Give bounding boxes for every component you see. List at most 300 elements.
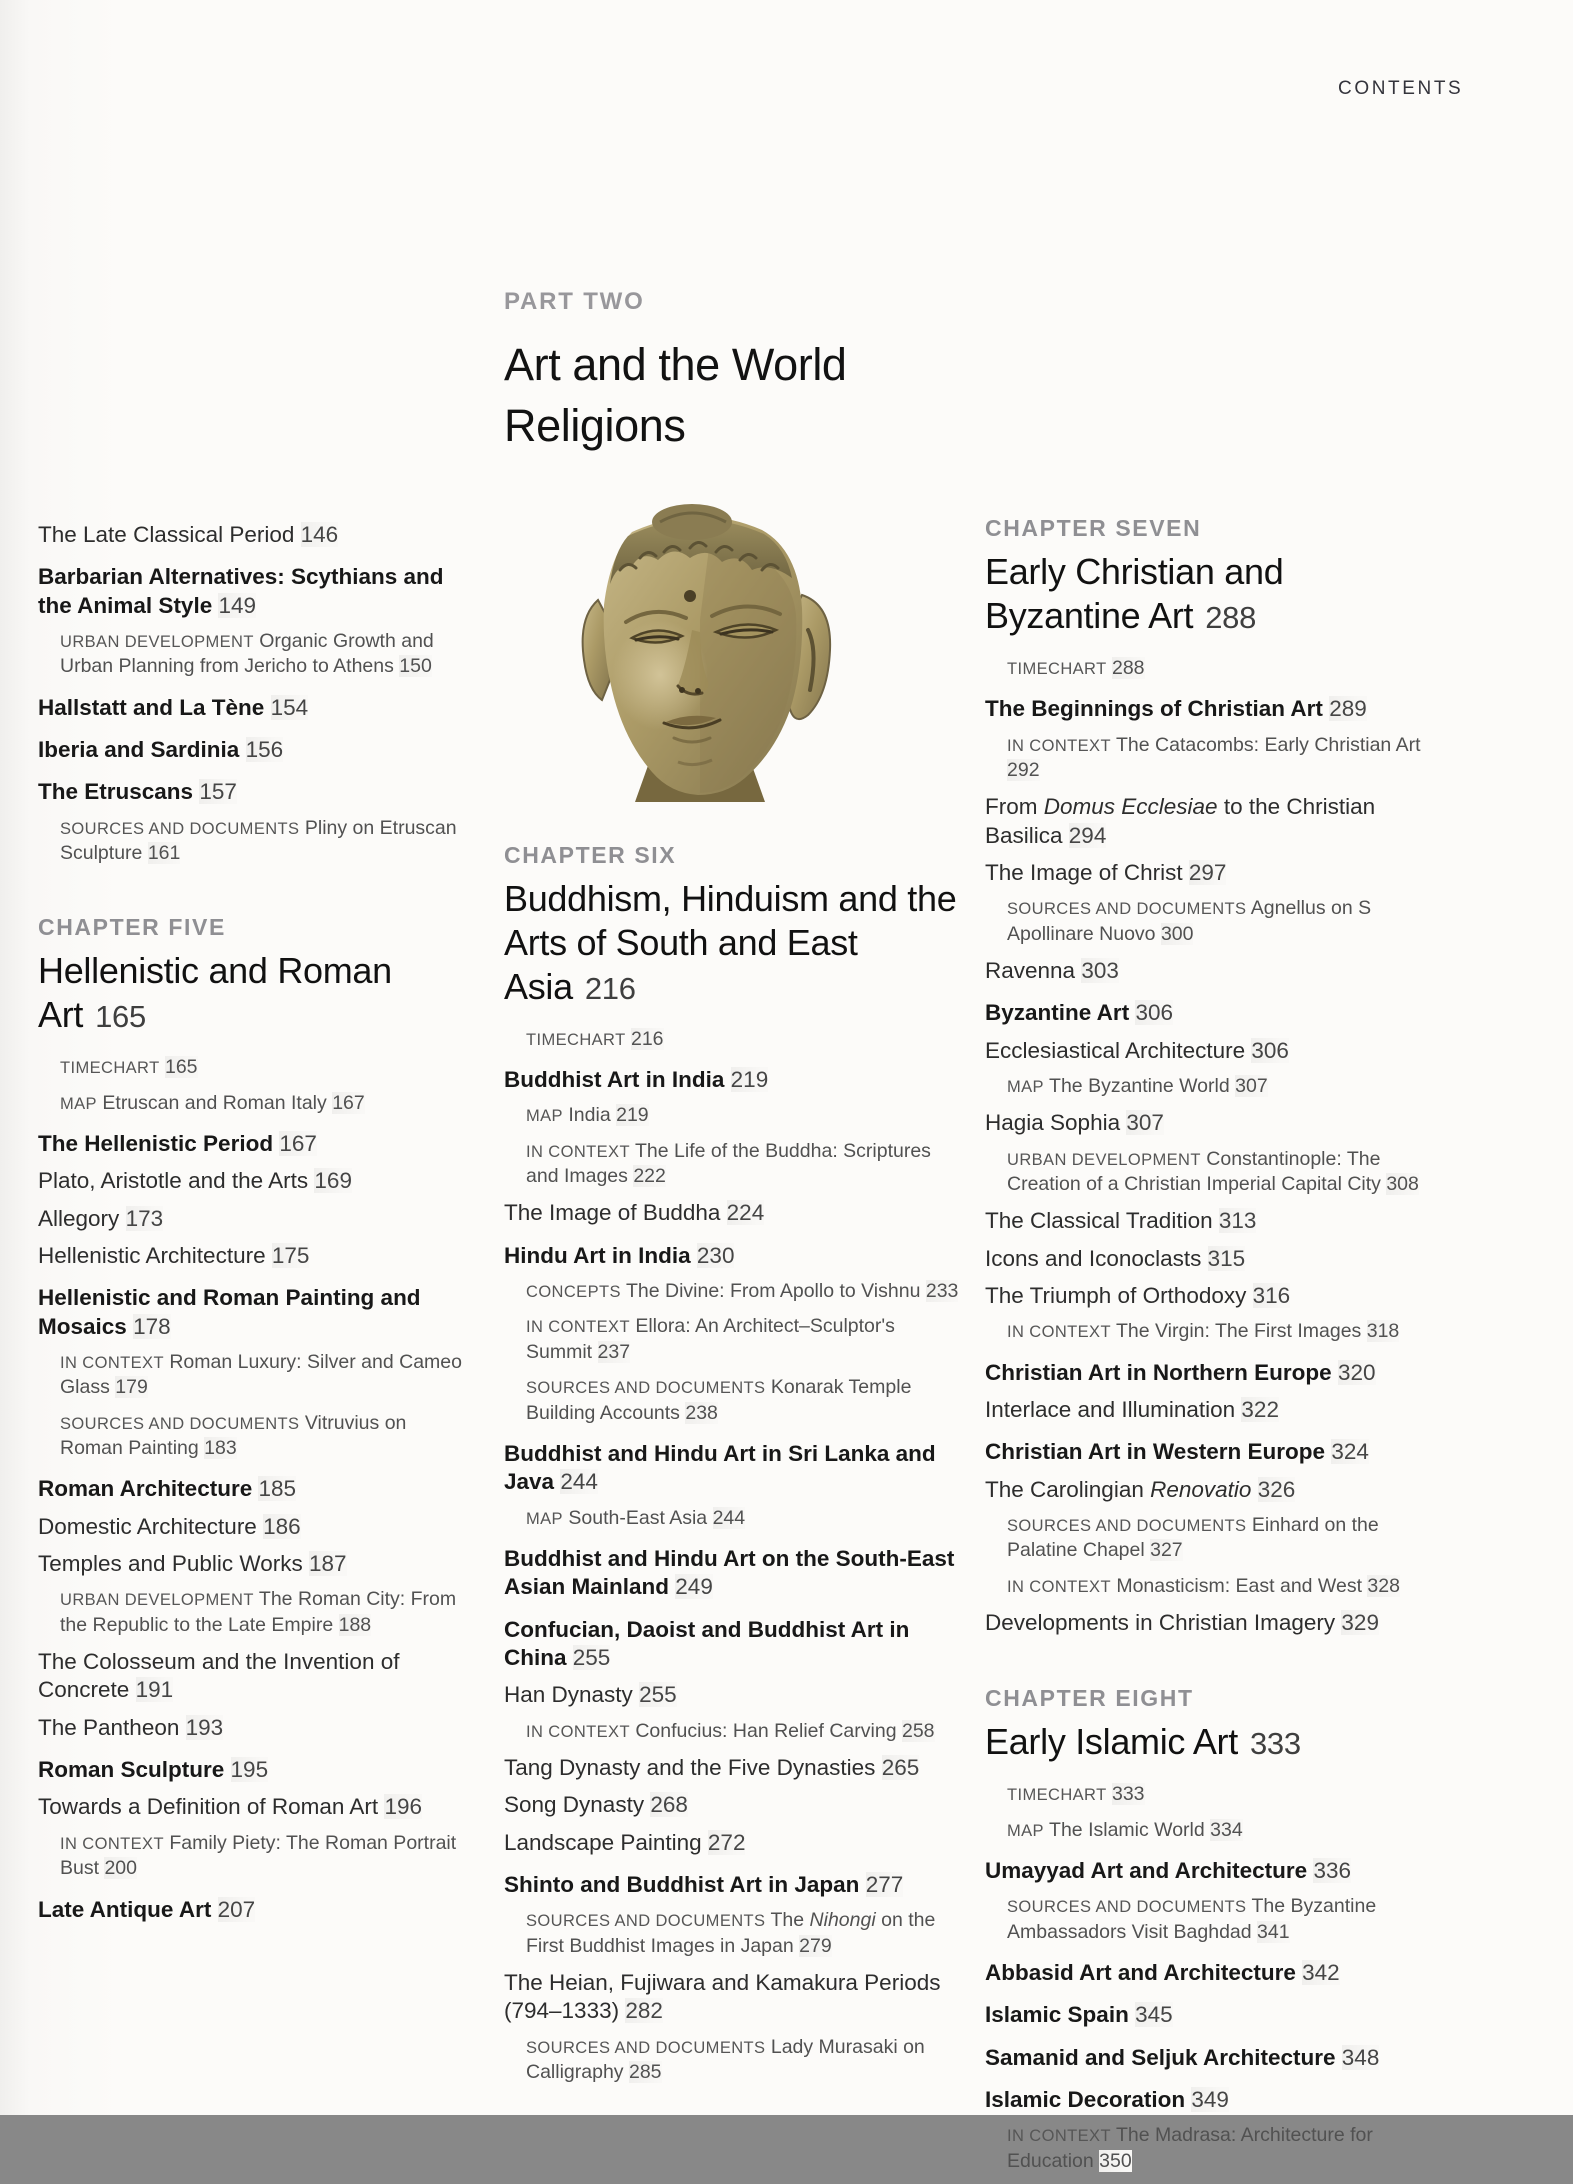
chapter-title-text: Hellenistic and Roman Art (38, 950, 392, 1036)
entry-text: Einhard on the Palatine Chapel (1007, 1514, 1379, 1562)
entry-text: The Byzantine Ambassadors Visit Baghdad (1007, 1895, 1377, 1943)
entry-text: Constantinople: The Creation of a Christian Imperial Capital City (1007, 1147, 1381, 1195)
page-number: 175 (271, 1242, 310, 1268)
toc-entry (985, 793, 1445, 850)
toc-entry (38, 1167, 474, 1195)
entry-text: Roman Luxury: Silver and Cameo Glass (60, 1351, 462, 1399)
toc-subentry (985, 896, 1445, 947)
page-number: 165 (164, 1056, 198, 1079)
page-number: 188 (338, 1613, 372, 1636)
entry-text: Hellenistic and Roman Painting and Mosaics (38, 1285, 421, 1339)
chapter-title (985, 550, 1445, 638)
page-number: 300 (1160, 922, 1194, 945)
toc-entry (504, 1066, 960, 1094)
page-number: 333 (1249, 1726, 1301, 1762)
entry-text: Confucian, Daoist and Buddhist Art in China (504, 1616, 910, 1670)
page-number: 219 (730, 1067, 769, 1093)
entry-text: Christian Art in Western Europe (985, 1439, 1326, 1465)
page-number: 187 (308, 1551, 347, 1577)
page-number: 349 (1191, 2087, 1229, 2113)
toc-subentry (38, 1055, 474, 1080)
toc-entry (38, 1896, 474, 1924)
toc-entry (38, 521, 474, 549)
toc-subentry (38, 1831, 474, 1882)
page-number: 285 (628, 2061, 662, 2084)
subentry-category-label: TIMECHART (526, 1030, 626, 1049)
entry-text: The Madrasa: Architecture for Education (1007, 2124, 1373, 2172)
entry-text: Roman Architecture (38, 1476, 253, 1502)
subentry-category-label: SOURCES AND DOCUMENTS (1007, 1517, 1247, 1536)
page-number: 328 (1367, 1574, 1400, 1597)
toc-entry (38, 563, 474, 620)
entry-text: Buddhist and Hindu Art on the South-East Asian Mainland (504, 1545, 955, 1600)
page-number: 277 (865, 1871, 904, 1897)
entry-text: Islamic Decoration (985, 2087, 1186, 2113)
page-number: 324 (1331, 1439, 1369, 1465)
page-number: 268 (650, 1792, 688, 1818)
toc-column-middle (504, 842, 960, 2095)
entry-text: The Heian, Fujiwara and Kamakura Periods (794–1333) (504, 1970, 941, 2024)
toc-entry (985, 1359, 1445, 1387)
toc-subentry (38, 1587, 474, 1638)
entry-text: Christian Art in Northern Europe (985, 1359, 1332, 1385)
toc-entry (985, 1609, 1445, 1637)
entry-text: The Image of Buddha (504, 1200, 721, 1226)
entry-text: The Catacombs: Early Christian Art (1116, 733, 1421, 756)
subentry-category-label: SOURCES AND DOCUMENTS (1007, 900, 1247, 919)
subentry-category-label: IN CONTEXT (60, 1354, 164, 1372)
page-number: 244 (560, 1469, 598, 1495)
toc-column-right (985, 515, 1445, 2184)
entry-text: The (770, 1909, 810, 1932)
entry-text: The Byzantine World (1049, 1074, 1230, 1097)
toc-entry (504, 1440, 960, 1497)
page-number: 307 (1235, 1074, 1268, 1097)
page-number: 307 (1126, 1110, 1164, 1136)
entry-text: The Image of Christ (985, 859, 1183, 885)
subentry-category-label: MAP (1007, 1821, 1044, 1840)
toc-subentry (985, 1319, 1445, 1344)
toc-subentry (504, 2035, 960, 2086)
entry-text: The Islamic World (1049, 1818, 1205, 1841)
entry-text: Ecclesiastical Architecture (985, 1037, 1246, 1063)
page-number: 315 (1207, 1245, 1246, 1271)
toc-subentry (985, 1818, 1445, 1843)
entry-text: Byzantine Art (985, 1000, 1130, 1026)
page-number: 207 (217, 1896, 256, 1922)
entry-text: The Roman City: From the Republic to the Late Empire (60, 1588, 457, 1636)
subentry-category-label: CONCEPTS (526, 1283, 621, 1302)
chapter-title-text: Early Islamic Art (985, 1721, 1238, 1763)
entry-text: Towards a Definition of Roman Art (38, 1794, 379, 1820)
toc-entry (985, 1037, 1445, 1065)
chapter-heading (985, 1685, 1445, 1764)
toc-subentry (504, 1314, 960, 1365)
toc-subentry (38, 1091, 474, 1116)
entry-text: India (568, 1104, 611, 1127)
page-number: 149 (218, 592, 257, 618)
page-number: 345 (1135, 2002, 1173, 2028)
entry-text: Hallstatt and La Tène (38, 694, 265, 720)
toc-entry (38, 1648, 474, 1705)
toc-entry (38, 1205, 474, 1233)
page-number: 195 (230, 1757, 269, 1783)
page-number: 173 (125, 1205, 164, 1231)
toc-entry (504, 1791, 960, 1819)
toc-entry (985, 957, 1445, 985)
page-number: 179 (115, 1376, 148, 1399)
entry-text: The Hellenistic Period (38, 1130, 274, 1156)
toc-subentry (985, 1782, 1445, 1807)
entry-text: Lady Murasaki on Calligraphy (526, 2035, 925, 2084)
entry-text: The Late Classical Period (38, 522, 295, 547)
page-number: 146 (300, 522, 339, 547)
toc-entry (985, 2001, 1445, 2029)
page-number: 161 (147, 842, 181, 865)
toc-entry (985, 2086, 1445, 2114)
page-number: 322 (1241, 1397, 1279, 1423)
toc-entry (504, 1199, 960, 1227)
toc-subentry (504, 1139, 960, 1190)
chapter-heading (38, 914, 474, 1037)
page-number: 306 (1135, 1000, 1173, 1026)
entry-text: Late Antique Art (38, 1896, 212, 1922)
toc-entry (985, 1245, 1445, 1273)
page-number: 156 (245, 737, 284, 763)
subentry-category-label: IN CONTEXT (1007, 2127, 1111, 2146)
entry-text: Samanid and Seljuk Architecture (985, 2044, 1336, 2070)
entry-text: Etruscan and Roman Italy (102, 1091, 327, 1114)
page-number: 318 (1366, 1320, 1400, 1343)
toc-entry (38, 1550, 474, 1578)
entry-text: The Virgin: The First Images (1116, 1320, 1362, 1343)
toc-subentry (38, 816, 474, 867)
entry-text: The Life of the Buddha: Scriptures and Images (526, 1139, 931, 1188)
toc-entry (504, 1242, 960, 1270)
page-number: 342 (1302, 1960, 1340, 1986)
toc-entry (38, 736, 474, 764)
toc-subentry (985, 733, 1445, 784)
entry-text: Song Dynasty (504, 1792, 645, 1818)
subentry-category-label: SOURCES AND DOCUMENTS (526, 1379, 766, 1398)
page-number: 265 (881, 1754, 920, 1780)
chapter-title-text: Buddhism, Hinduism and the Arts of South and East Asia (504, 878, 957, 1007)
page-number: 167 (279, 1130, 317, 1156)
page-number: 196 (384, 1794, 422, 1820)
toc-entry (38, 1130, 474, 1158)
page-number: 238 (685, 1401, 718, 1424)
page-number: 327 (1150, 1539, 1183, 1562)
toc-subentry (985, 1513, 1445, 1564)
chapter-kicker: CHAPTER FIVE (38, 914, 226, 941)
entry-text: Plato, Aristotle and the Arts (38, 1168, 309, 1194)
toc-entry (985, 2044, 1445, 2072)
page-number: 313 (1218, 1208, 1257, 1234)
page-number: 326 (1257, 1476, 1296, 1502)
entry-text: Roman Sculpture (38, 1757, 225, 1783)
page-number: 230 (696, 1242, 735, 1268)
entry-text-italic: Domus Ecclesiae (1043, 794, 1218, 820)
page-number: 191 (135, 1677, 174, 1703)
toc-entry (985, 1396, 1445, 1424)
toc-subentry (504, 1103, 960, 1128)
subentry-category-label: MAP (526, 1509, 563, 1528)
chapter-kicker: CHAPTER EIGHT (985, 1685, 1194, 1712)
toc-subentry (38, 1411, 474, 1462)
toc-entry (985, 999, 1445, 1027)
page-number: 350 (1099, 2149, 1132, 2172)
subentry-category-label: IN CONTEXT (526, 1142, 630, 1161)
subentry-category-label: URBAN DEVELOPMENT (1007, 1150, 1201, 1169)
entry-text: The Carolingian (985, 1476, 1151, 1502)
page-header-contents: CONTENTS (1338, 78, 1464, 99)
entry-text: Islamic Spain (985, 2002, 1129, 2028)
page-number: 255 (572, 1644, 611, 1670)
chapter-heading (985, 515, 1445, 638)
entry-text: Buddhist Art in India (504, 1067, 725, 1093)
page-number: 288 (1205, 599, 1257, 635)
entry-text: Buddhist and Hindu Art in Sri Lanka and Java (504, 1440, 936, 1495)
page-number: 348 (1341, 2044, 1380, 2070)
toc-entry (38, 694, 474, 722)
subentry-category-label: IN CONTEXT (60, 1834, 164, 1853)
page-number: 320 (1337, 1359, 1376, 1385)
page-number: 249 (675, 1574, 713, 1600)
subentry-category-label: SOURCES AND DOCUMENTS (1007, 1898, 1247, 1917)
entry-text: The Etruscans (38, 779, 194, 805)
entry-text: Icons and Iconoclasts (985, 1245, 1202, 1271)
page-number: 222 (633, 1165, 666, 1188)
page-number: 255 (639, 1682, 677, 1708)
subentry-category-label: MAP (526, 1107, 563, 1126)
toc-entry (504, 1871, 960, 1899)
entry-text: on the First Buddhist Images in Japan (526, 1909, 936, 1957)
buddha-head-photo (540, 500, 860, 802)
entry-text: Konarak Temple Building Accounts (526, 1376, 912, 1424)
toc-entry (985, 1109, 1445, 1137)
page-number: 169 (314, 1168, 352, 1194)
toc-subentry (985, 1074, 1445, 1099)
page-number: 272 (707, 1829, 746, 1855)
part-heading (504, 288, 964, 456)
toc-entry (38, 1793, 474, 1821)
entry-text: South-East Asia (568, 1506, 708, 1529)
entry-text: Abbasid Art and Architecture (985, 1960, 1296, 1986)
toc-entry (38, 1714, 474, 1742)
entry-text: Barbarian Alternatives: Scythians and the Animal Style (38, 564, 444, 618)
toc-subentry (504, 1719, 960, 1744)
subentry-category-label: IN CONTEXT (526, 1722, 630, 1741)
entry-text: The Beginnings of Christian Art (985, 696, 1323, 722)
subentry-category-label: URBAN DEVELOPMENT (60, 1591, 254, 1610)
toc-column-left (38, 512, 474, 1933)
page-number: 186 (263, 1513, 301, 1539)
entry-text: Hagia Sophia (985, 1110, 1121, 1136)
entry-text: to the Christian Basilica (985, 794, 1376, 848)
toc-entry (38, 1513, 474, 1541)
entry-text: Monasticism: East and West (1116, 1574, 1362, 1597)
entry-text: Temples and Public Works (38, 1551, 303, 1577)
page-number: 216 (630, 1027, 664, 1050)
entry-text: Organic Growth and Urban Planning from Jericho to Athens (60, 630, 434, 678)
page-number: 333 (1111, 1783, 1145, 1806)
toc-subentry (985, 2123, 1445, 2174)
entry-text: Shinto and Buddhist Art in Japan (504, 1871, 860, 1897)
page-number: 303 (1081, 957, 1119, 983)
page-number: 150 (399, 655, 432, 678)
page-number: 336 (1313, 1858, 1351, 1884)
entry-text: Interlace and Illumination (985, 1397, 1236, 1423)
entry-text: Hindu Art in India (504, 1242, 691, 1268)
toc-subentry (504, 1375, 960, 1426)
toc-entry (38, 1475, 474, 1503)
entry-text-italic: Nihongi (809, 1909, 876, 1932)
entry-text: From (985, 794, 1044, 820)
entry-text: The Pantheon (38, 1714, 180, 1740)
page-number: 183 (204, 1437, 237, 1460)
chapter-title (985, 1720, 1445, 1764)
toc-subentry (504, 1506, 960, 1531)
subentry-category-label: MAP (1007, 1077, 1044, 1096)
toc-entry (985, 1438, 1445, 1466)
toc-entry (504, 1545, 960, 1602)
toc-subentry (504, 1279, 960, 1304)
page-number: 288 (1111, 656, 1145, 679)
page-number: 224 (726, 1200, 765, 1226)
toc-entry (985, 859, 1445, 887)
subentry-category-label: IN CONTEXT (526, 1318, 630, 1337)
page-number: 178 (133, 1313, 171, 1339)
page-number: 219 (616, 1104, 649, 1127)
subentry-category-label: IN CONTEXT (1007, 1577, 1111, 1596)
page-number: 289 (1329, 696, 1367, 722)
page-number: 157 (199, 779, 237, 805)
page-number: 258 (901, 1719, 935, 1742)
entry-text: Vitruvius on Roman Painting (60, 1411, 407, 1460)
chapter-title-text: Early Christian and Byzantine Art (985, 551, 1284, 636)
subentry-category-label: SOURCES AND DOCUMENTS (60, 1414, 300, 1433)
page-number: 193 (185, 1714, 224, 1740)
toc-entry (985, 1207, 1445, 1235)
toc-entry (504, 1754, 960, 1782)
subentry-category-label: URBAN DEVELOPMENT (60, 633, 254, 652)
page-number: 308 (1386, 1172, 1419, 1195)
entry-text: Allegory (38, 1205, 120, 1231)
subentry-category-label: TIMECHART (1007, 1786, 1107, 1805)
toc-subentry (38, 1350, 474, 1401)
entry-text: Confucius: Han Relief Carving (635, 1719, 897, 1742)
part-kicker: PART TWO (504, 288, 645, 315)
page-number: 297 (1188, 859, 1227, 885)
entry-text: The Divine: From Apollo to Vishnu (625, 1280, 921, 1303)
toc-subentry (985, 656, 1445, 681)
part-title-line1: Art and the World (504, 339, 847, 390)
entry-text: Han Dynasty (504, 1682, 633, 1708)
page-number: 165 (95, 999, 146, 1035)
page-number: 154 (270, 694, 309, 720)
entry-text: Pliny on Etruscan Sculpture (60, 816, 457, 865)
toc-entry (985, 695, 1445, 723)
chapter-heading (504, 842, 960, 1009)
page-number: 237 (597, 1340, 631, 1363)
entry-text: Developments in Christian Imagery (985, 1610, 1336, 1636)
page-number: 341 (1257, 1920, 1290, 1943)
part-title-line2: Religions (504, 400, 686, 452)
page-number: 233 (925, 1280, 959, 1303)
entry-text: Agnellus on S Apollinare Nuovo (1007, 897, 1372, 945)
page-number: 306 (1251, 1037, 1289, 1063)
chapter-title (504, 877, 960, 1009)
toc-entry (985, 1476, 1445, 1504)
entry-text: Family Piety: The Roman Portrait Bust (60, 1831, 457, 1880)
entry-text: The Colosseum and the Invention of Concrete (38, 1649, 400, 1703)
subentry-category-label: TIMECHART (1007, 659, 1107, 678)
subentry-category-label: IN CONTEXT (1007, 1323, 1111, 1342)
subentry-category-label: TIMECHART (60, 1059, 160, 1078)
toc-entry (504, 1969, 960, 2026)
page-number: 334 (1210, 1818, 1243, 1841)
toc-subentry (504, 1027, 960, 1052)
page-number: 282 (625, 1998, 663, 2024)
page-number: 167 (332, 1091, 365, 1114)
chapter-kicker: CHAPTER SIX (504, 842, 677, 868)
toc-subentry (985, 1574, 1445, 1599)
toc-entry (985, 1857, 1445, 1885)
entry-text: The Triumph of Orthodoxy (985, 1283, 1247, 1308)
toc-subentry (38, 629, 474, 680)
toc-subentry (985, 1147, 1445, 1198)
entry-text: Hellenistic Architecture (38, 1242, 266, 1268)
toc-entry (38, 1242, 474, 1270)
entry-text-italic: Renovatio (1150, 1476, 1252, 1502)
toc-subentry (504, 1908, 960, 1959)
entry-text: The Classical Tradition (985, 1208, 1213, 1234)
toc-entry (38, 1284, 474, 1341)
page-number: 216 (584, 970, 636, 1006)
page-number: 185 (258, 1476, 297, 1502)
buddha-head-illustration (540, 500, 860, 802)
page-number: 244 (712, 1506, 746, 1529)
subentry-category-label: MAP (60, 1094, 97, 1113)
page-number: 329 (1341, 1610, 1379, 1636)
entry-text: Tang Dynasty and the Five Dynasties (504, 1754, 876, 1780)
toc-entry (504, 1829, 960, 1857)
toc-entry (504, 1681, 960, 1709)
page-number: 279 (799, 1934, 832, 1957)
entry-text: Umayyad Art and Architecture (985, 1858, 1308, 1884)
toc-entry (38, 1756, 474, 1784)
part-title (504, 334, 964, 456)
subentry-category-label: SOURCES AND DOCUMENTS (526, 2038, 766, 2057)
entry-text: Ravenna (985, 957, 1076, 983)
toc-entry (985, 1282, 1445, 1310)
entry-text: Landscape Painting (504, 1829, 702, 1855)
subentry-category-label: SOURCES AND DOCUMENTS (60, 819, 300, 838)
toc-entry (985, 1959, 1445, 1987)
page-number: 294 (1068, 822, 1107, 848)
entry-text: Ellora: An Architect–Sculptor's Summit (526, 1315, 895, 1363)
toc-entry (504, 1616, 960, 1673)
subentry-category-label: SOURCES AND DOCUMENTS (526, 1912, 766, 1931)
toc-subentry (985, 1894, 1445, 1945)
entry-text: Iberia and Sardinia (38, 737, 240, 763)
page-number: 316 (1252, 1283, 1291, 1308)
page-number: 200 (104, 1857, 137, 1880)
chapter-title (38, 949, 474, 1037)
page-number: 292 (1007, 758, 1040, 781)
chapter-kicker: CHAPTER SEVEN (985, 515, 1202, 541)
toc-entry (38, 778, 474, 806)
